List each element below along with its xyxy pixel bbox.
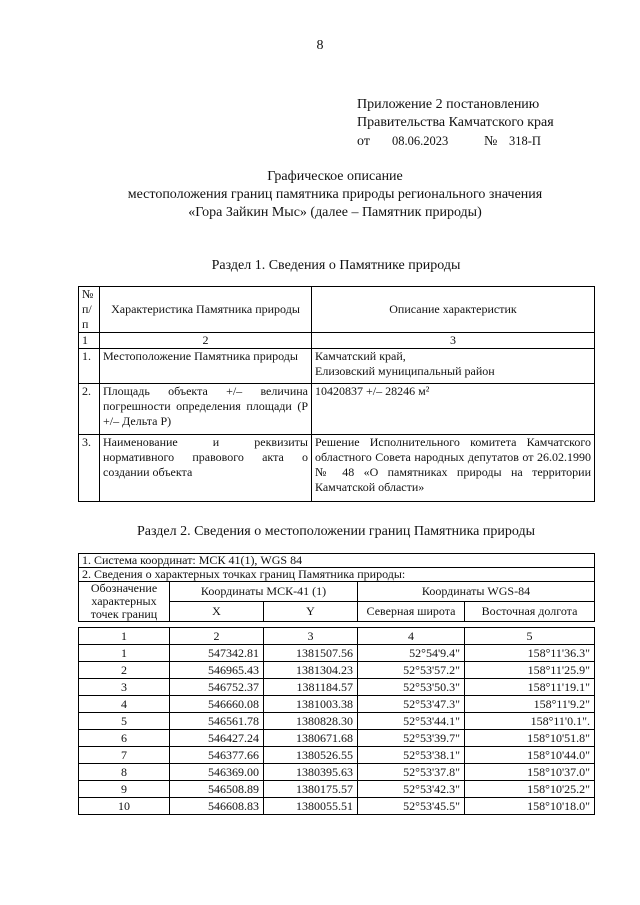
point-latitude: 52°53'38.1" <box>358 747 465 764</box>
point-latitude: 52°53'45.5" <box>358 798 465 815</box>
table-row <box>79 435 595 502</box>
table-row <box>79 798 595 815</box>
col-num-4: 4 <box>358 628 465 645</box>
point-longitude: 158°10'25.2" <box>465 781 595 798</box>
description-line: Камчатский край, <box>315 349 406 363</box>
table-row <box>79 781 595 798</box>
row-characteristic: Наименование и реквизиты нормативного правового акта о создании объекта <box>100 435 312 502</box>
header-lon: Восточная долгота <box>465 602 595 622</box>
point-y: 1380828.30 <box>264 713 358 730</box>
row-characteristic: Местоположение Памятника природы <box>100 349 312 384</box>
header-msk: Координаты МСК-41 (1) <box>170 582 358 602</box>
point-number: 6 <box>79 730 170 747</box>
point-y: 1380395.63 <box>264 764 358 781</box>
table-row <box>79 747 595 764</box>
point-y: 1380526.55 <box>264 747 358 764</box>
row-description: Решение Исполнительного комитета Камчатского областного Совета народных депутатов от 26.02.1990 № 48 «О памятниках природы на территории Камчатской области» <box>312 435 595 502</box>
point-y: 1381003.38 <box>264 696 358 713</box>
point-y: 1381184.57 <box>264 679 358 696</box>
point-latitude: 52°54'9.4" <box>358 645 465 662</box>
header-x: X <box>170 602 264 622</box>
points-table-body <box>79 645 595 815</box>
point-latitude: 52°53'39.7" <box>358 730 465 747</box>
row-description: 10420837 +/– 28246 м² <box>312 384 595 435</box>
title-line-2: местоположения границ памятника природы регионального значения <box>127 187 543 202</box>
appendix-from-label: от <box>357 134 370 149</box>
point-number: 3 <box>79 679 170 696</box>
point-number: 2 <box>79 662 170 679</box>
header-y: Y <box>264 602 358 622</box>
row-num: 3. <box>79 435 100 502</box>
appendix-block <box>357 96 554 151</box>
point-latitude: 52°53'50.3" <box>358 679 465 696</box>
point-longitude: 158°11'0.1". <box>465 713 595 730</box>
point-x: 546561.78 <box>170 713 264 730</box>
points-info: 2. Сведения о характерных точках границ Памятника природы: <box>79 568 595 582</box>
header-wgs: Координаты WGS-84 <box>358 582 595 602</box>
point-x: 546427.24 <box>170 730 264 747</box>
coord-system-row <box>79 554 595 568</box>
point-number: 8 <box>79 764 170 781</box>
row-characteristic: Площадь объекта +/– величина погрешности определения площади (Р +/– Дельта Р) <box>100 384 312 435</box>
row-description <box>312 349 595 384</box>
col-num-2: 2 <box>170 628 264 645</box>
header-designation: Обозначение характерных точек границ <box>79 582 170 622</box>
point-y: 1381507.56 <box>264 645 358 662</box>
col-num-3: 3 <box>264 628 358 645</box>
title-line-1: Графическое описание <box>267 169 403 184</box>
point-number: 10 <box>79 798 170 815</box>
table-row <box>79 662 595 679</box>
column-number-row <box>79 333 595 349</box>
point-number: 7 <box>79 747 170 764</box>
col-num-1: 1 <box>79 333 100 349</box>
section-1-heading: Раздел 1. Сведения о Памятнике природы <box>211 258 461 273</box>
point-x: 546377.66 <box>170 747 264 764</box>
point-x: 546660.08 <box>170 696 264 713</box>
point-longitude: 158°11'19.1" <box>465 679 595 696</box>
appendix-number-label: № <box>484 134 498 149</box>
point-longitude: 158°11'25.9" <box>465 662 595 679</box>
col-num-5: 5 <box>465 628 595 645</box>
point-latitude: 52°53'42.3" <box>358 781 465 798</box>
section-1-table <box>78 286 595 502</box>
point-longitude: 158°11'9.2" <box>465 696 595 713</box>
title-line-3: «Гора Зайкин Мыс» (далее – Памятник природы) <box>188 205 482 220</box>
appendix-date: 08.06.2023 <box>392 134 449 148</box>
points-info-row <box>79 568 595 582</box>
row-num: 2. <box>79 384 100 435</box>
section-2-heading: Раздел 2. Сведения о местоположении границ Памятника природы <box>136 524 536 539</box>
description-line: Елизовский муниципальный район <box>315 364 495 378</box>
col-num-2: 2 <box>100 333 312 349</box>
appendix-number: 318-П <box>509 134 541 148</box>
point-number: 4 <box>79 696 170 713</box>
point-number: 5 <box>79 713 170 730</box>
point-longitude: 158°10'51.8" <box>465 730 595 747</box>
header-description: Описание характеристик <box>312 287 595 333</box>
coord-system: 1. Система координат: МСК 41(1), WGS 84 <box>79 554 595 568</box>
section-2-table <box>78 553 595 815</box>
point-latitude: 52°53'37.8" <box>358 764 465 781</box>
point-y: 1380055.51 <box>264 798 358 815</box>
table-row <box>79 713 595 730</box>
point-x: 546965.43 <box>170 662 264 679</box>
appendix-date-line <box>357 132 554 151</box>
point-number: 1 <box>79 645 170 662</box>
point-longitude: 158°11'36.3" <box>465 645 595 662</box>
header-lat: Северная широта <box>358 602 465 622</box>
point-x: 547342.81 <box>170 645 264 662</box>
point-x: 546752.37 <box>170 679 264 696</box>
table-row <box>79 679 595 696</box>
point-y: 1381304.23 <box>264 662 358 679</box>
point-latitude: 52°53'57.2" <box>358 662 465 679</box>
point-longitude: 158°10'18.0" <box>465 798 595 815</box>
col-num-1: 1 <box>79 628 170 645</box>
header-num: № п/п <box>79 287 100 333</box>
point-latitude: 52°53'47.3" <box>358 696 465 713</box>
point-y: 1380671.68 <box>264 730 358 747</box>
point-x: 546508.89 <box>170 781 264 798</box>
point-x: 546369.00 <box>170 764 264 781</box>
column-number-row <box>79 628 595 645</box>
header-characteristic: Характеристика Памятника природы <box>100 287 312 333</box>
table-row <box>79 730 595 747</box>
appendix-line-2: Правительства Камчатского края <box>357 115 554 130</box>
header-row-1 <box>79 582 595 602</box>
point-y: 1380175.57 <box>264 781 358 798</box>
point-latitude: 52°53'44.1" <box>358 713 465 730</box>
appendix-line-1: Приложение 2 постановлению <box>357 97 540 112</box>
table-row <box>79 696 595 713</box>
point-number: 9 <box>79 781 170 798</box>
point-longitude: 158°10'44.0" <box>465 747 595 764</box>
table-row <box>79 764 595 781</box>
table-row <box>79 384 595 435</box>
table-row <box>79 645 595 662</box>
col-num-3: 3 <box>312 333 595 349</box>
point-longitude: 158°10'37.0" <box>465 764 595 781</box>
page-number: 8 <box>316 38 324 53</box>
row-num: 1. <box>79 349 100 384</box>
point-x: 546608.83 <box>170 798 264 815</box>
document-title <box>60 168 610 222</box>
table-row <box>79 349 595 384</box>
table-header-row <box>79 287 595 333</box>
